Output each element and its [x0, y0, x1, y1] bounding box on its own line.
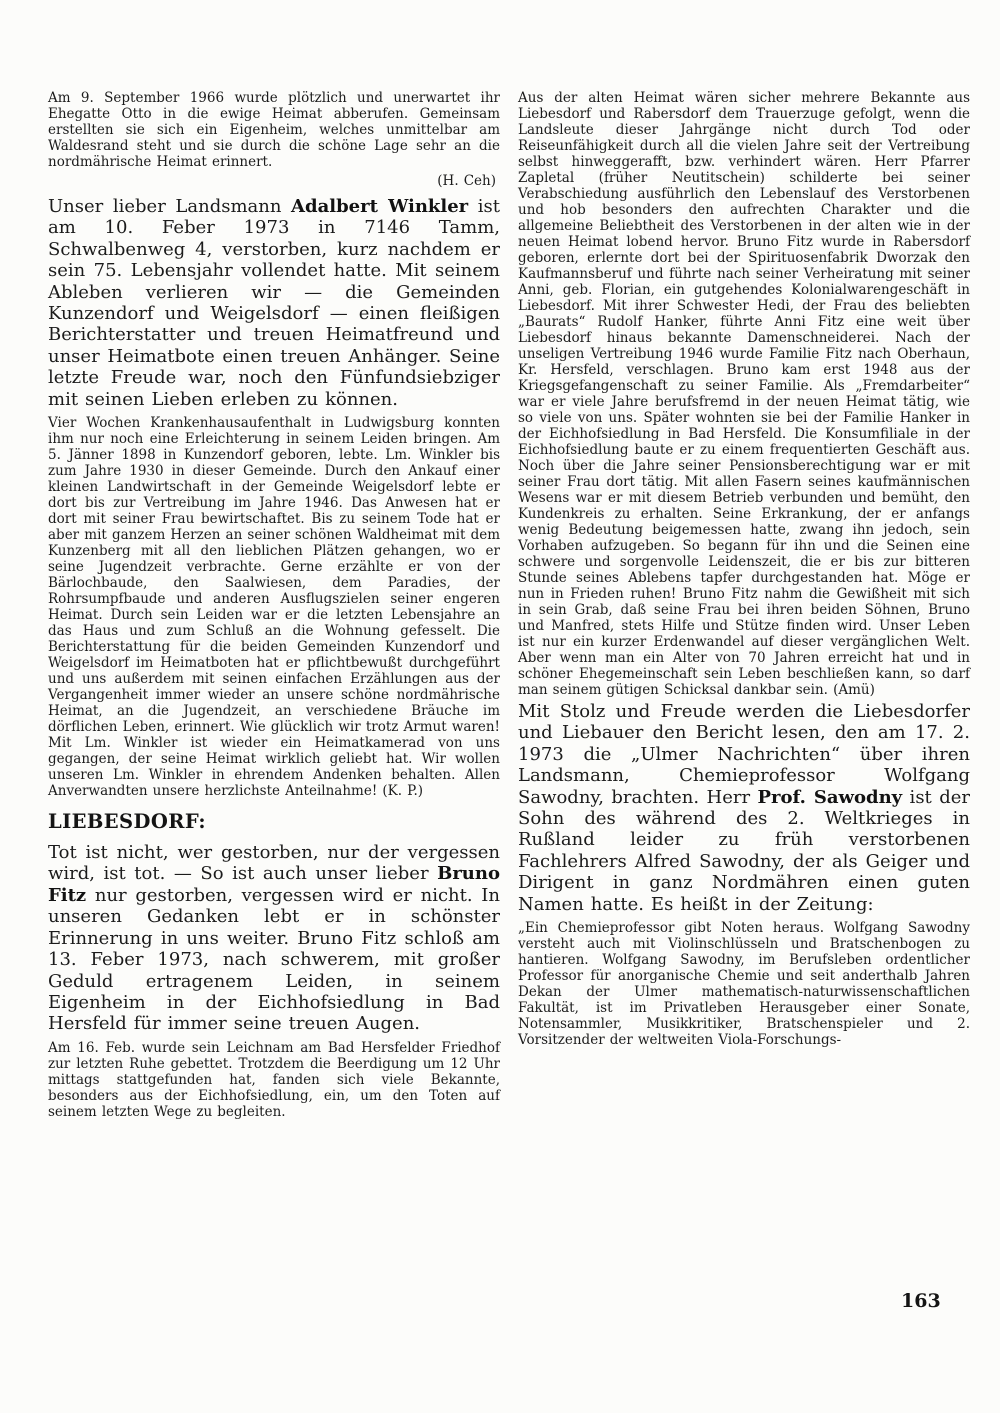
left-column	[48, 90, 500, 1123]
text-segment: ist der Sohn des während des 2. Weltkrieges in Rußland leider zu früh verstorbenen Fachlehrers Alfred Sawodny, der als Geiger und Dirigent in ganz Nordmähren einen guten Namen hatte. Es heißt in der Zeitung:	[518, 786, 970, 915]
person-name-prof-sawodny: Prof. Sawodny	[757, 786, 903, 808]
text-segment: Mit Stolz und Freude werden die Liebesdorfer und Liebauer den Bericht lesen, den am 17. 2. 1973 die „Ulmer Nachrichten“ über ihren Landsmann, Chemieprofessor Wolfgang Sawodny, brachten. Herr	[518, 701, 970, 808]
text-segment: ist am 10. Feber 1973 in 7146 Tamm, Schwalbenweg 4, verstorben, kurz nachdem er sein 75. Lebensjahr vollendet hatte. Mit seinem Ableben verlieren wir — die Gemeinden Kunzendorf und Weigelsdorf — einen fleißigen Berichterstatter und treuen Heimatfreund und unser Heimatbote einen treuen Anhänger. Seine letzte Freude war, noch den Fünfundsiebziger mit seinen Lieben erleben zu können.	[48, 196, 500, 410]
obituary-fitz-funeral-paragraph	[48, 1040, 500, 1120]
text-segment: Am 9. September 1966 wurde plötzlich und unerwartet ihr Ehegatte Otto in die ewige Heimat abberufen. Gemeinsam erstellten sie sich ein Eigenheim, welches unmittelbar am Waldesrand steht und sie durch die schöne Lage sehr an die nordmährische Heimat erinnert.	[48, 90, 500, 170]
right-column	[518, 90, 970, 1123]
page-number: 163	[901, 1290, 941, 1312]
text-segment: nur gestorben, vergessen wird er nicht. In unseren Gedanken lebt er in schönster Erinnerung in uns weiter. Bruno Fitz schloß am 13. Feber 1973, nach schwerem, mit großer Geduld ertragenem Leiden, in seinem Eigenheim in der Eichhofsiedlung in Bad Hersfeld für immer seine treuen Augen.	[48, 884, 500, 1035]
person-name-adalbert-winkler: Adalbert Winkler	[291, 196, 469, 217]
text-segment: „Ein Chemieprofessor gibt Noten heraus. Wolfgang Sawodny versteht auch mit Violinschlüsseln und Bratschenbogen zu hantieren. Wolfgang Sawodny, im Berufsleben ordentlicher Professor für anorganische Chemie und seit anderthalb Jahren Dekan der Ulmer mathematisch-naturwissenschaftlichen Fakultät, ist im Privatleben Herausgeber einer Sonate, Notensammler, Musikkritiker, Bratschenspieler und 2. Vorsitzender der weltweiten Viola-Forschungs-	[518, 920, 970, 1049]
text-segment: Vier Wochen Krankenhausaufenthalt in Ludwigsburg konnten ihm nur noch eine Erleichterung in seinem Leiden bringen. Am 5. Jänner 1898 in Kunzendorf geboren, lebte. Lm. Winkler bis zum Jahre 1930 in dieser Gemeinde. Durch den Ankauf einer kleinen Landwirtschaft in der Gemeinde Weigelsdorf lebte er dort bis zur Vertreibung im Jahre 1946. Das Anwesen hat er dort mit seiner Frau bewirtschaftet. Bis zu seinem Tode hat er aber mit ganzem Herzen an seiner schönen Waldheimat mit dem Kunzenberg mit all den lieblichen Plätzen gehangen, wo er seine Jugendzeit verbrachte. Gerne erzählte er von der Bärlochbaude, den Saalwiesen, dem Paradies, der Rohrsumpfbaude und anderen Ausflugszielen seiner engeren Heimat. Durch sein Leiden war er die letzten Lebensjahre an das Haus und zum Schluß an die Wohnung gefesselt. Die Berichterstattung für die beiden Gemeinden Kunzendorf und Weigelsdorf im Heimatboten hat er pflichtbewußt durchgeführt und uns außerdem mit seinen einfachen Erzählungen aus der Vergangenheit immer wieder an unsere schöne nordmährische Heimat, an die Jugendzeit, an verschiedene Bräuche im dörflichen Leben, erinnert. Wie glücklich wir trotz Armut waren! Mit Lm. Winkler ist wieder ein Heimatkamerad von uns gegangen, der seine Heimat wirklich geliebt hat. Wir wollen unseren Lm. Winkler in ehrendem Andenken behalten. Allen Anverwandten unsere herzlichste Anteilnahme! (K. P.)	[48, 415, 500, 800]
obituary-winkler-biography-paragraph	[48, 415, 500, 799]
text-segment: (H. Ceh)	[437, 173, 496, 189]
newspaper-quote-paragraph	[518, 920, 970, 1048]
obituary-fitz-biography-paragraph	[518, 90, 970, 698]
text-segment: Am 16. Feb. wurde sein Leichnam am Bad Hersfelder Friedhof zur letzten Ruhe gebettet. Trotzdem die Beerdigung um 12 Uhr mittags stattgefunden hat, fanden sich viele Bekannte, besonders aus der Eichhofsiedlung, ein, um den Toten auf seinem letzten Wege zu begleiten.	[48, 1039, 500, 1120]
obituary-winkler-main-paragraph	[48, 196, 500, 410]
obituary-winkler-intro-paragraph	[48, 90, 500, 170]
report-sawodny-paragraph	[518, 701, 970, 915]
text-segment: Tot ist nicht, wer gestorben, nur der vergessen wird, ist tot. — So ist auch unser lieber	[48, 842, 500, 885]
text-segment: LIEBESDORF:	[48, 810, 206, 834]
section-heading-liebesdorf	[48, 810, 500, 833]
text-segment: Unser lieber Landsmann	[48, 196, 292, 217]
text-segment: Aus der alten Heimat wären sicher mehrere Bekannte aus Liebesdorf und Rabersdorf dem Trauerzuge gefolgt, wenn die Landsleute dieser Jahrgänge nicht durch Tod oder Reiseunfähigkeit durch all die vielen Jahre seit der Vertreibung selbst hinweggerafft, bzw. verhindert wären. Herr Pfarrer Zapletal (früher Neutitschein) schilderte bei seiner Verabschiedung ausführlich den Lebenslauf des Verstorbenen und hob besonders den aufrechten Charakter und die allgemeine Beliebtheit des Verstorbenen in der alten wie in der neuen Heimat lobend hervor. Bruno Fitz wurde in Rabersdorf geboren, erlernte dort bei der Spirituosenfabrik Dworzak den Kaufmannsberuf und führte nach seiner Verheiratung mit seiner Anni, geb. Florian, ein gutgehendes Kolonialwarengeschäft in Liebesdorf. Mit ihrer Schwester Hedi, der Frau des beliebten „Baurats“ Rudolf Hanker, führte Anni Fitz eine weit über Liebesdorf hinaus bekannte Damenschneiderei. Nach der unseligen Vertreibung 1946 wurde Familie Fitz nach Oberhaun, Kr. Hersfeld, verschlagen. Bruno kam erst 1948 aus der Kriegsgefangenschaft zu seiner Familie. Als „Fremdarbeiter“ war er viele Jahre berufsfremd in der neuen Heimat tätig, wie so viele von uns. Später wohnten sie bei der Familie Hanker in der Eichhofsiedlung in Bad Hersfeld. Die Konsumfiliale in der Eichhofsiedlung baute er zu einem frequentierten Geschäft aus. Noch über die Jahre seiner Pensionsberechtigung war er mit seiner Frau dort tätig. Mit allen Fasern seines kaufmännischen Wesens war er mit diesem Betrieb verbunden und bemüht, den Kundenkreis zu erhalten. Seine Erkrankung, der er anfangs wenig Bedeutung beigemessen hatte, zwang ihn jedoch, sein Vorhaben aufzugeben. So begann für ihn und die Seinen eine schwere und sorgenvolle Leidenszeit, die er bis zur bitteren Stunde seines Ablebens tapfer durchgestanden hat. Möge er nun in Frieden ruhen! Bruno Fitz nahm die Gewißheit mit sich in sein Grab, daß seine Frau bei ihren beiden Söhnen, Bruno und Manfred, stets Hilfe und Stütze finden wird. Unser Leben ist nur ein kurzer Erdenwandel auf dieser vergänglichen Welt. Aber wenn man ein Alter von 70 Jahren erreicht hat und in schöner Ehegemeinschaft sein Leben beschließen kann, so darf man seinem gütigen Schicksal dankbar sein. (Amü)	[518, 90, 970, 698]
person-name-bruno-fitz: Bruno Fitz	[48, 863, 500, 906]
author-credit-h-ceh	[48, 173, 496, 189]
obituary-fitz-main-paragraph	[48, 842, 500, 1035]
